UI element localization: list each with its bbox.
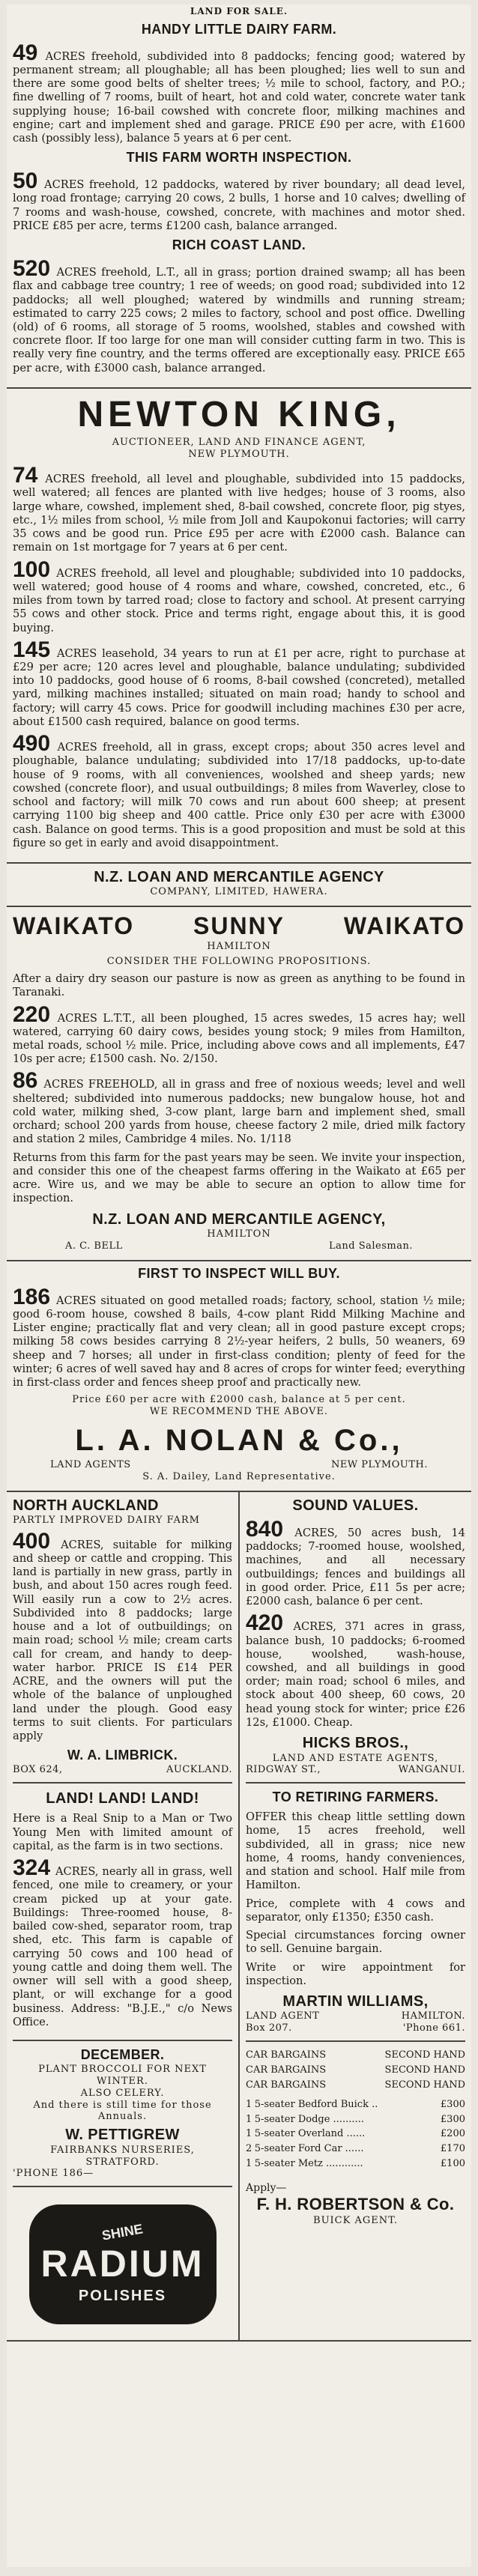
waikato-heading xyxy=(13,912,465,941)
head-row xyxy=(246,2078,465,2093)
recommend-line: WE RECOMMEND THE ABOVE. xyxy=(149,1406,329,1418)
agent-left: LAND AGENT xyxy=(246,2010,320,2022)
nursery-town: STRATFORD. xyxy=(85,2156,160,2168)
lot-number: 520 xyxy=(13,256,51,282)
nolan-left: LAND AGENTS xyxy=(50,1458,131,1470)
lot-text: ACRES FREEHOLD, all in grass and free of noxious weeds; level and well sheltered; subdivided into numerous paddocks; new bungalow house, hot and cold water, milking shed, 3-cow plant, large barn and implement shed, small orchard; school 200 yards from house, cheese factory 2 mile, dried milk factory and station 2 miles, Cambridge 4 miles. No. 1/118 xyxy=(13,1078,466,1146)
nolan-name: L. A. NOLAN & Co., xyxy=(75,1424,403,1457)
firm-name: NEWTON KING, xyxy=(77,394,401,434)
model: 5-seater Bedford Buick .. xyxy=(254,2098,378,2110)
lot-number: 86 xyxy=(13,1068,38,1094)
head-right: SECOND HAND xyxy=(384,2049,465,2061)
agent-phone: 'Phone 661. xyxy=(402,2022,465,2034)
ad-write: Write or wire appointment for inspection. xyxy=(246,1960,465,1987)
ad-title: HANDY LITTLE DAIRY FARM. xyxy=(141,21,337,37)
agent-name: MARTIN WILLIAMS, xyxy=(282,1993,429,2010)
lot-145 xyxy=(13,637,465,729)
right-column xyxy=(240,1492,471,2341)
nolan-right: NEW PLYMOUTH. xyxy=(330,1458,428,1470)
waikato-right: WAIKATO xyxy=(343,912,465,940)
lot-49 xyxy=(13,40,466,146)
price-line: Price £60 per acre with £2000 cash, balance at 5 per cent. xyxy=(72,1394,406,1406)
line-1: PLANT BROCCOLI FOR NEXT WINTER. xyxy=(38,2063,207,2087)
lot-text: ACRES freehold, all level and ploughable; subdivided into 10 paddocks, well watered; good house of 4 rooms and whare, cowshed, concreted, etc., 6 miles from town by tarred road; close to factory and school. At present carrying 55 cows and other stock. Price and terms right, engage about this, it is good buying. xyxy=(13,566,465,634)
lot-text: ACRES freehold, all level and ploughable, subdivided into 15 paddocks, well watered; all fences are planted with live hedges; house of 3 rooms, also large whare, cowshed, implement shed, 8-bail cowshed, concrete floor, pig styes, etc., 1½ miles from school, ½ mile from Joll and Kaupokonui factories; will carry 35 cows and be good run. Price £95 per acre with £2000 cash. Balance can remain on 1st mortgage for 7 years at 6 per cent. xyxy=(13,473,466,554)
nz-loan-hawera-ad xyxy=(7,864,471,907)
model: 5-seater Dodge .......... xyxy=(254,2113,364,2125)
apply-line: Apply— xyxy=(246,2182,287,2195)
firm-place: NEW PLYMOUTH. xyxy=(188,449,290,461)
car-bargains-ad xyxy=(246,2048,465,2233)
lot-324 xyxy=(13,1855,233,2029)
handy-dairy-farm-ad xyxy=(7,17,471,389)
radium-word: RADIUM xyxy=(40,2242,205,2285)
lot-100 xyxy=(13,557,465,635)
waikato-consider: CONSIDER THE FOLLOWING PROPOSITIONS. xyxy=(106,956,372,968)
lot-number: 50 xyxy=(13,169,38,194)
left-column xyxy=(7,1492,240,2341)
line-3: And there is still time for those Annuals. xyxy=(33,2099,212,2123)
box: BOX 624, xyxy=(13,1764,63,1776)
lot-number: 74 xyxy=(13,463,38,488)
lot-number: 490 xyxy=(13,731,51,757)
ad-title: DECEMBER. xyxy=(80,2047,165,2062)
lot-number: 49 xyxy=(13,40,38,65)
price: £300 xyxy=(440,2098,465,2110)
sound-values-ad xyxy=(246,1497,465,1784)
price: £170 xyxy=(440,2143,465,2155)
newspaper-page xyxy=(7,4,471,2567)
car-bargains-heads xyxy=(246,2048,465,2093)
price: £300 xyxy=(440,2113,465,2125)
lot-text: ACRES, suitable for milking and sheep or cattle and cropping. This land is partially in new grass, partly in bush, and about 150 acres rough feed. Will easily run a cow to 2½ acres. Subdivided into 8 paddocks; large house and a lot of outbuildings; on main road; school ½ mile; cream carts call for cream, and handy to deep-water harbor. PRICE IS £14 PER ACRE, and the owners will put the whole of the balance of unploughed land under the plough. Good easy terms to suit clients. For particulars apply xyxy=(13,1538,232,1743)
lot-number: 420 xyxy=(246,1610,284,1636)
agent-box: Box 207. xyxy=(246,2022,292,2034)
lot-220 xyxy=(13,1001,465,1067)
lot-840 xyxy=(246,1516,465,1608)
head-right: SECOND HAND xyxy=(384,2079,465,2091)
two-column-ads xyxy=(7,1492,471,2342)
lot-186 xyxy=(13,1284,466,1390)
head-left: CAR BARGAINS xyxy=(246,2049,327,2061)
lot-text: ACRES, 50 acres bush, 14 paddocks; 7-roomed house, woolshed, machines, and all necessary outbuildings; fences and buildings all in good order. Price, £11 5s per acre; £2000 cash, balance 6 per cent. xyxy=(246,1526,465,1608)
waikato-returns: Returns from this farm for the past years may be seen. We invite your inspection, and consider this one of the cheapest farms offering in the Waikato at £65 per acre. Wire us, and we may be able to secure an option to allow time for inspection. xyxy=(13,1151,465,1205)
waikato-left: WAIKATO xyxy=(13,912,135,940)
firm-address xyxy=(246,1764,465,1776)
lot-number: 840 xyxy=(246,1516,284,1542)
lot-74 xyxy=(13,465,465,554)
lot-text: ACRES, 371 acres in grass, balance bush, 10 paddocks; 6-roomed house, woolshed, wash-house, cowshed, and all buildings in good order; main road; school 6 miles, and stock about 400 sheep, 60 cows, 20 head young stock for winter; price £26 12s, £1000. Cheap. xyxy=(246,1620,465,1729)
lot-text: ACRES situated on good metalled roads; factory, school, station ½ mile; good 6-room house, cowshed 8 bails, 4-cow plant Ridd Milking Machine and Lister engine; practically flat and very clean; all in good pasture except crops; milking 58 cows besides carrying 8 2½-year heifers, 2 bulls, 50 weaners, 69 sheep and 7 horses; all under in first-class condition; plenty of feed for the winter; 6 acres of well saved hay and 8 acres of crops for winter feed; everything in first-class order and fences sheep proof and practically new. xyxy=(13,1294,466,1389)
waikato-mid: SUNNY xyxy=(193,912,285,940)
head-row xyxy=(246,2048,465,2063)
lot-text: ACRES freehold, subdivided into 8 paddocks; fencing good; watered by permanent stream; all ploughable; all has been ploughed; lies well to sun and there are some good belts of shelter trees; ½ mile to school, factory, and P.O.; fine dwelling of 7 rooms, built of heart, hot and cold water, concrete water tank supplying house; 16-bail cowshed with concrete floor, milking machines and engine; cart and implement shed and garage. PRICE £90 per acre, with £1600 cash (possibly less), balance 5 years at 6 per cent. xyxy=(13,49,466,145)
lot-text: ACRES freehold, all in grass, except crops; about 350 acres level and ploughable, balance undulating; subdivided into 17/18 paddocks, up-to-date house of 9 rooms, with all conveniences, woolshed and sheep yards; new cowshed (concrete floor), and usual outbuildings; 8 miles from Waverley, close to school and factory; will milk 70 cows and run about 600 sheep; at present carrying 1100 big sheep and 400 cattle. Price only £30 per acre with £3000 cash. Balance on good terms. This is a good proposition and must be sold at this figure so get in early and avoid disappointment. xyxy=(13,741,465,849)
head-row xyxy=(246,2063,465,2078)
firm-name: HICKS BROS., xyxy=(302,1735,409,1752)
retiring-farmers-ad xyxy=(246,1789,465,2042)
lot-number: 145 xyxy=(13,637,51,662)
model: 5-seater Overland ...... xyxy=(254,2128,366,2140)
lot-86 xyxy=(13,1070,465,1146)
ad-intro: Here is a Real Snip to a Man or Two Young Men with limited amount of capital, as the farm is in two sections. xyxy=(13,1812,232,1852)
model: 5-seater Ford Car ...... xyxy=(254,2143,364,2155)
lot-400 xyxy=(13,1528,232,1744)
radium-polish-ad xyxy=(13,2193,232,2336)
ad-offer: Price, complete with 4 cows and separator, only £1350; £350 cash. xyxy=(246,1897,465,1924)
ad-title: SOUND VALUES. xyxy=(292,1497,419,1514)
agent-row xyxy=(13,1764,232,1776)
firm-line: LAND AND ESTATE AGENTS, xyxy=(272,1752,439,1764)
car-row xyxy=(246,2112,465,2127)
qty: 1 xyxy=(246,2098,252,2110)
first-to-inspect-ad xyxy=(7,1261,471,1492)
qty: 1 xyxy=(246,2158,252,2170)
nz-loan-agent-row xyxy=(13,1240,465,1252)
agent-row xyxy=(246,2010,465,2022)
head-left: CAR BARGAINS xyxy=(246,2079,327,2091)
ad-subtitle: PARTLY IMPROVED DAIRY FARM xyxy=(13,1514,200,1526)
lot-text: ACRES leasehold, 34 years to run at £1 per acre, right to purchase at £29 per acre; 120 acres level and ploughable, balance undulating; subdivided into 10 paddocks, good house of 6 rooms, 8-bail cowshed (concreted), metalled yard, milking machines installed; situated on main road; handy to school and factory; will carry 45 cows. Price for goodwill including machines £30 per acre, about £1500 cash required, balance on good terms. xyxy=(13,646,465,728)
model: 5-seater Metz ............ xyxy=(254,2158,363,2170)
car-list xyxy=(246,2097,465,2172)
ad-text: OFFER this cheap little settling down home, 15 acres freehold, well subdivided, all in grass; nice new home, 4 rooms, handy conveniences, and station and school. Half mile from Hamilton. xyxy=(246,1810,465,1892)
nz-loan-hamilton-town: HAMILTON xyxy=(207,1228,271,1240)
head-left: CAR BARGAINS xyxy=(246,2064,327,2076)
ad-title: TO RETIRING FARMERS. xyxy=(272,1789,439,1805)
ad-subtitle: RICH COAST LAND. xyxy=(172,237,306,253)
qty: 2 xyxy=(246,2143,252,2155)
firm-line: AUCTIONEER, LAND AND FINANCE AGENT, xyxy=(112,437,366,449)
lot-number: 186 xyxy=(13,1284,51,1309)
qty: 1 xyxy=(246,2128,252,2140)
line-2: ALSO CELERY. xyxy=(80,2087,165,2099)
firm-line: COMPANY, LIMITED, HAWERA. xyxy=(150,886,328,898)
agent-contact-row xyxy=(246,2022,465,2034)
lot-number: 220 xyxy=(13,1001,51,1027)
nolan-row xyxy=(13,1459,465,1471)
ad-title: LAND! LAND! LAND! xyxy=(46,1790,199,1807)
lot-number: 400 xyxy=(13,1528,51,1554)
lot-text: ACRES freehold, 12 paddocks, watered by river boundary; all dead level, long road frontage; carrying 20 cows, 2 bulls, 1 horse and 10 calves; dwelling of 7 rooms and wash-house, cowshed, concrete, with machines and motor shed. PRICE £85 per acre, terms £1200 cash, balance arranged. xyxy=(13,178,465,232)
newton-king-ad xyxy=(7,389,471,864)
nursery-phone: 'PHONE 186— xyxy=(13,2168,94,2180)
page-masthead: LAND FOR SALE. xyxy=(190,6,288,16)
lot-text: ACRES L.T.T., all been ploughed, 15 acres swedes, 15 acres hay; well watered, carrying 60 dairy cows, besides young stock; 9 miles from Hamilton, metal roads, school ½ mile. Price, including above cows and all implements, £47 10s per acre; £1500 cash. No. 2/150. xyxy=(13,1011,465,1066)
firm-name: N.Z. LOAN AND MERCANTILE AGENCY xyxy=(94,869,384,886)
nz-loan-hamilton-name: N.Z. LOAN AND MERCANTILE AGENCY, xyxy=(92,1210,386,1228)
ad-special: Special circumstances forcing owner to sell. Genuine bargain. xyxy=(246,1929,465,1956)
waikato-town: HAMILTON xyxy=(207,941,271,953)
radium-shine: SHINE xyxy=(100,2220,145,2243)
radium-polishes: POLISHES xyxy=(78,2287,167,2304)
sunny-waikato-ad xyxy=(7,907,471,1261)
december-nursery-ad xyxy=(13,2047,232,2187)
lot-number: 324 xyxy=(13,1855,51,1881)
qty: 1 xyxy=(246,2113,252,2125)
nolan-rep: S. A. Dailey, Land Representative. xyxy=(142,1470,336,1482)
dealer-sub: BUICK AGENT. xyxy=(313,2214,398,2226)
agent-role: Land Salesman. xyxy=(329,1240,413,1252)
dealer-name: F. H. ROBERTSON & Co. xyxy=(256,2195,455,2214)
lot-number: 100 xyxy=(13,557,51,582)
town: WANGANUI. xyxy=(398,1764,465,1776)
ad-subtitle: THIS FARM WORTH INSPECTION. xyxy=(126,150,352,166)
car-row xyxy=(246,2127,465,2142)
lot-text: ACRES, nearly all in grass, well fenced, one mile to creamery, or your cream picked up at your gate. Buildings: Three-roomed house, 8-bailed cow-shed, separator room, trap shed, etc. This farm is capable of carrying 50 cows and 100 head of young cattle and doing them well. The owner will sell with a good sheep, plant, or will exchange for a good business. Address: "B.J.E.," c/o News Office. xyxy=(13,1865,233,2028)
car-row xyxy=(246,2097,465,2112)
town: AUCKLAND. xyxy=(166,1764,232,1776)
car-row xyxy=(246,2157,465,2172)
lot-text: ACRES freehold, L.T., all in grass; portion drained swamp; all has been flax and cabbage tree country; 1 ree of weeds; on good road; subdivided into 12 paddocks; all well ploughed; watered by windmills and running stream; estimated to carry 225 cows; 2 miles to factory, school and post office. Dwelling (old) of 6 rooms, all storage of 5 rooms, woolshed, stables and cowshed with concrete floor. If too large for one man will consider cutting farm in two. This is really very fine country, and the terms offered are exceptionally easy. PRICE £65 per acre, with £3000 cash, balance arranged. xyxy=(13,266,466,375)
north-auckland-ad xyxy=(13,1497,232,1784)
agent-name: A. C. BELL xyxy=(65,1240,123,1252)
car-row xyxy=(246,2142,465,2157)
price: £200 xyxy=(440,2128,465,2140)
lot-490 xyxy=(13,733,465,850)
waikato-intro: After a dairy dry season our pasture is now as green as anything to be found in Taranaki. xyxy=(13,972,465,999)
lot-420 xyxy=(246,1610,465,1730)
lot-50 xyxy=(13,171,465,233)
ad-title: FIRST TO INSPECT WILL BUY. xyxy=(138,1265,340,1281)
nursery-firm: FAIRBANKS NURSERIES, xyxy=(50,2144,195,2156)
nursery-owner: W. PETTIGREW xyxy=(65,2127,180,2144)
street: RIDGWAY ST., xyxy=(246,1764,321,1776)
land-land-land-ad xyxy=(13,1789,232,2041)
radium-logo xyxy=(29,2204,217,2324)
head-right: SECOND HAND xyxy=(384,2064,465,2076)
price: £100 xyxy=(440,2158,465,2170)
lot-520 xyxy=(13,258,465,375)
agent-name: W. A. LIMBRICK. xyxy=(67,1748,178,1763)
agent-right: HAMILTON. xyxy=(401,2010,465,2022)
ad-title: NORTH AUCKLAND xyxy=(13,1497,159,1514)
